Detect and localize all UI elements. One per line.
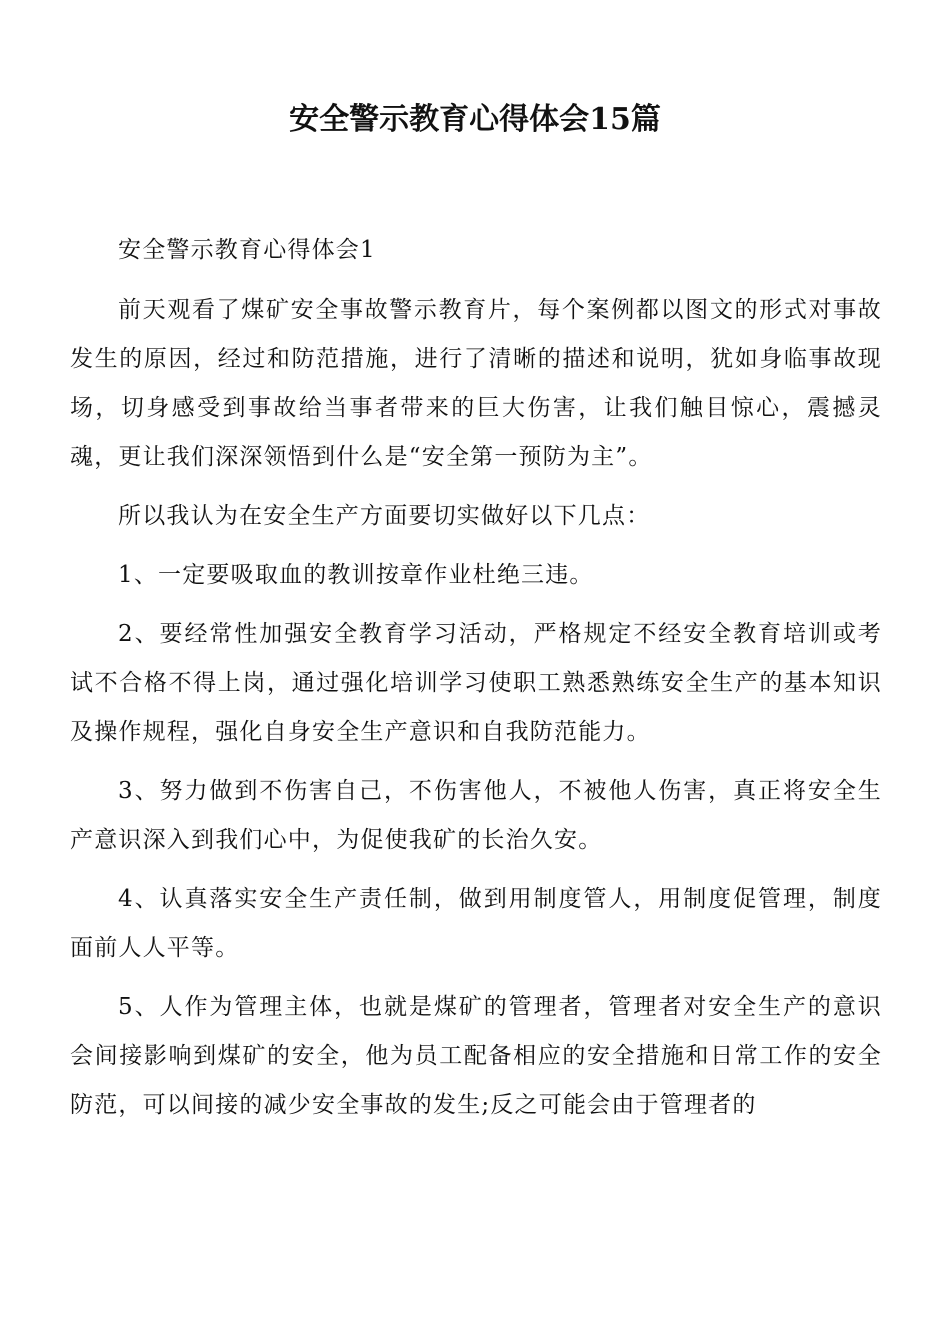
paragraph-intro: 前天观看了煤矿安全事故警示教育片，每个案例都以图文的形式对事故发生的原因，经过和防范措施，进行了清晰的描述和说明，犹如身临事故现场，切身感受到事故给当事者带来的巨大伤害，让我们触目惊心，震撼灵魂，更让我们深深领悟到什么是“安全第一预防为主”。 [70, 297, 882, 470]
document-body [70, 226, 882, 1140]
paragraph-lead-in: 所以我认为在安全生产方面要切实做好以下几点： [118, 503, 651, 529]
paragraph-point-2: 2、要经常性加强安全教育学习活动，严格规定不经安全教育培训或考试不合格不得上岗，通过强化培训学习使职工熟悉熟练安全生产的基本知识及操作规程，强化自身安全生产意识和自我防范能力。 [70, 621, 882, 745]
paragraph-point-1: 1、一定要吸取血的教训按章作业杜绝三违。 [118, 562, 594, 588]
section-heading: 安全警示教育心得体会1 [118, 237, 376, 263]
paragraph-point-3: 3、努力做到不伤害自己，不伤害他人，不被他人伤害，真正将安全生产意识深入到我们心中，为促使我矿的长治久安。 [70, 778, 882, 853]
document-title: 安全警示教育心得体会15篇 [289, 102, 661, 137]
paragraph-point-4: 4、认真落实安全生产责任制，做到用制度管人，用制度促管理，制度面前人人平等。 [70, 886, 882, 961]
paragraph-point-5: 5、人作为管理主体，也就是煤矿的管理者，管理者对安全生产的意识会间接影响到煤矿的安全，他为员工配备相应的安全措施和日常工作的安全防范，可以间接的减少安全事故的发生;反之可能会由于管理者的 [70, 994, 882, 1118]
